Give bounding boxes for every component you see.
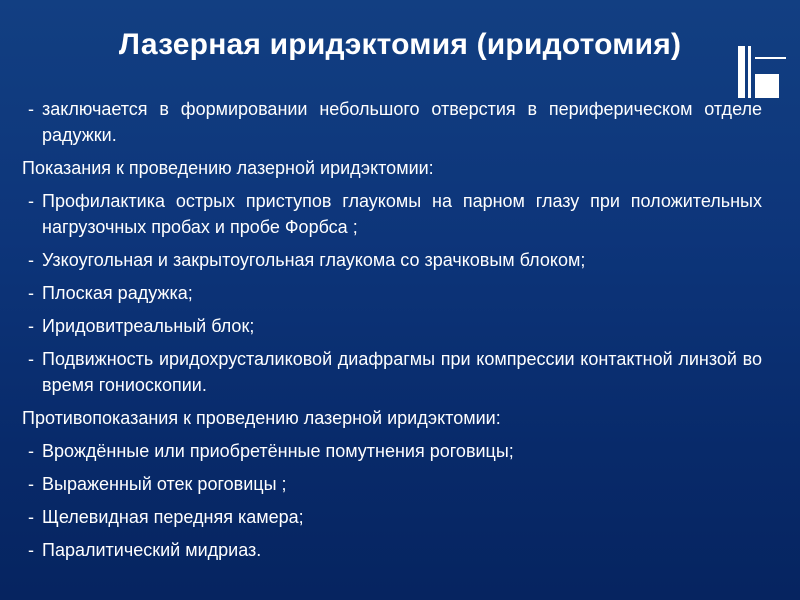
contraindication-item: - Паралитический мидриаз. — [14, 537, 762, 563]
indication-item: - Подвижность иридохрусталиковой диафрагмы при компрессии контактной линзой во время гониоскопии. — [14, 346, 762, 398]
decorative-corner-graphic — [738, 46, 786, 98]
indication-item: - Плоская радужка; — [14, 280, 762, 306]
contraindications-heading: Противопоказания к проведению лазерной иридэктомии: — [22, 408, 501, 428]
contraindication-item: - Выраженный отек роговицы ; — [14, 471, 762, 497]
contraindication-item: - Щелевидная передняя камера; — [14, 504, 762, 530]
indications-heading: Показания к проведению лазерной иридэктомии: — [22, 158, 434, 178]
contraindication-item: - Врождённые или приобретённые помутнения роговицы; — [14, 438, 762, 464]
indication-item: - Узкоугольная и закрытоугольная глаукома со зрачковым блоком; — [14, 247, 762, 273]
intro-item: - заключается в формировании небольшого отверстия в периферическом отделе радужки. — [14, 96, 762, 148]
indication-item: - Профилактика острых приступов глаукомы на парном глазу при положительных нагрузочных пробах и пробе Форбса ; — [14, 188, 762, 240]
indication-item: - Иридовитреальный блок; — [14, 313, 762, 339]
slide-body — [14, 96, 762, 563]
slide-title: Лазерная иридэктомия (иридотомия) — [118, 28, 682, 61]
